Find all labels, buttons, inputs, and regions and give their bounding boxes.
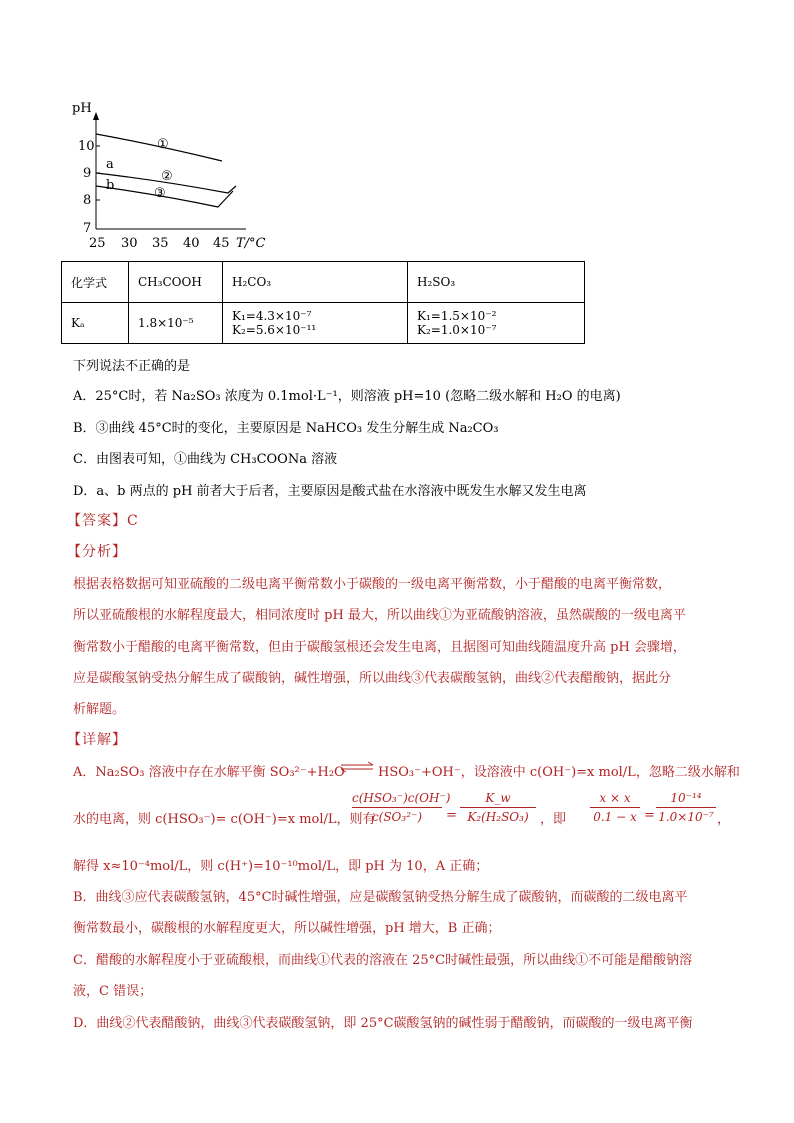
analysis-heading: 【分析】 [67, 544, 127, 560]
x-tick-label: 35 [152, 236, 169, 251]
table-cell: Kₐ [62, 303, 129, 344]
point-label-a: a [106, 157, 114, 172]
table-cell: CH₃COOH [129, 262, 223, 303]
fraction-numerator: c(HSO₃⁻)c(OH⁻) [352, 791, 451, 805]
analysis-line: 析解题。 [73, 702, 126, 717]
analysis-line: 应是碳酸氢钠受热分解生成了碳酸钠，碱性增强，所以曲线③代表碳酸氢钠，曲线②代表醋酸钠，据此分 [73, 671, 672, 686]
curve-label-2: ② [161, 169, 173, 184]
answer-mark: 【答案】 [67, 513, 127, 529]
fraction-numerator: x × x [599, 791, 631, 805]
table-cell: K₁=1.5×10⁻² K₂=1.0×10⁻⁷ [408, 303, 585, 344]
detail-line: D．曲线②代表醋酸钠，曲线③代表碳酸氢钠，即 25°C碳酸氢钠的碱性弱于醋酸钠，而碳酸的一级电离平衡 [73, 1016, 693, 1031]
detail-line: B．曲线③应代表碳酸氢钠，45°C时碱性增强，应是碳酸氢钠受热分解生成了碳酸钠，而碳酸的二级电离平 [73, 890, 688, 905]
detail-a-line1-left: A．Na₂SO₃ 溶液中存在水解平衡 SO₃²⁻+H₂O [73, 765, 345, 780]
y-tick-label: 10 [78, 139, 95, 154]
question-stem: 下列说法不正确的是 [73, 359, 191, 374]
table-cell: 化学式 [62, 262, 129, 303]
y-tick-label: 8 [83, 193, 92, 208]
x-axis-label: T/°C [236, 236, 266, 251]
detail-line: C．醋酸的水解程度小于亚硫酸根，而曲线①代表的溶液在 25°C时碱性最强，所以曲线①不可能是醋酸钠溶 [73, 953, 693, 968]
fraction-x-squared [590, 791, 640, 824]
y-axis-arrow [93, 112, 99, 120]
equals-sign: = [644, 808, 655, 823]
detail-heading: 【详解】 [67, 732, 127, 748]
table-cell: K₁=4.3×10⁻⁷ K₂=5.6×10⁻¹¹ [223, 303, 408, 344]
fraction-denominator: c(SO₃²⁻) [371, 810, 423, 824]
fraction-denominator: 0.1 − x [593, 810, 637, 824]
comma: ， [717, 812, 731, 827]
x-tick-label: 40 [183, 236, 200, 251]
table-row [62, 262, 585, 303]
x-tick-label: 45 [213, 236, 230, 251]
ionization-constant-table [61, 261, 585, 344]
fraction-numerator: K_w [485, 791, 511, 805]
option-b: B．③曲线 45°C时的变化，主要原因是 NaHCO₃ 发生分解生成 Na₂CO₃ [73, 421, 499, 436]
table-cell: H₂SO₃ [408, 262, 585, 303]
fraction-denominator: 1.0×10⁻⁷ [658, 810, 714, 824]
detail-a-line1-right: HSO₃⁻+OH⁻，设溶液中 c(OH⁻)=x mol/L，忽略二级水解和 [378, 765, 740, 780]
fraction-concentration-ratio [352, 791, 451, 824]
equals-sign: = [446, 808, 457, 823]
answer-value: C [127, 513, 139, 529]
detail-a-line2-mid: ，即 [540, 812, 567, 827]
y-tick-label: 7 [83, 221, 92, 236]
detail-line: 衡常数最小，碳酸根的水解程度更大，所以碱性增强，pH 增大，B 正确； [73, 921, 501, 936]
analysis-line: 衡常数小于醋酸的电离平衡常数，但由于碳酸氢根还会发生电离，且据图可知曲线随温度升高 pH 会骤增， [73, 640, 686, 655]
detail-line: 液，C 错误； [73, 984, 153, 999]
curve-label-3: ③ [154, 186, 166, 201]
curve-label-1: ① [157, 137, 169, 152]
fraction-numeric [656, 791, 716, 824]
y-tick-label: 9 [83, 166, 92, 181]
fraction-numerator: 10⁻¹⁴ [670, 791, 702, 805]
option-c: C．由图表可知，①曲线为 CH₃COONa 溶液 [73, 452, 338, 467]
fraction-constant-ratio [460, 791, 536, 824]
analysis-line: 根据表格数据可知亚硫酸的二级电离平衡常数小于碳酸的一级电离平衡常数，小于醋酸的电离平衡常数， [73, 577, 672, 592]
x-tick-label: 30 [121, 236, 138, 251]
option-d: D．a、b 两点的 pH 前者大于后者，主要原因是酸式盐在水溶液中既发生水解又发生电离 [73, 484, 587, 499]
x-tick-label: 25 [89, 236, 106, 251]
option-a: A．25°C时，若 Na₂SO₃ 浓度为 0.1mol·L⁻¹，则溶液 pH=10 (忽略二级水解和 H₂O 的电离) [73, 389, 621, 404]
table-cell: 1.8×10⁻⁵ [129, 303, 223, 344]
detail-line: 解得 x≈10⁻⁴mol/L，则 c(H⁺)=10⁻¹⁰mol/L，即 pH 为 10，A 正确； [73, 859, 489, 874]
fraction-denominator: K₂(H₂SO₃) [467, 810, 529, 824]
table-row [62, 303, 585, 344]
y-axis-label: pH [72, 101, 92, 116]
point-label-b: b [106, 178, 115, 193]
answer-heading [67, 510, 139, 530]
analysis-line: 所以亚硫酸根的水解程度最大，相同浓度时 pH 最大，所以曲线①为亚硫酸钠溶液，虽然碳酸的一级电离平 [73, 608, 686, 623]
detail-a-line2-left: 水的电离，则 c(HSO₃⁻)= c(OH⁻)=x mol/L，则有 [73, 812, 376, 827]
table-cell: H₂CO₃ [223, 262, 408, 303]
